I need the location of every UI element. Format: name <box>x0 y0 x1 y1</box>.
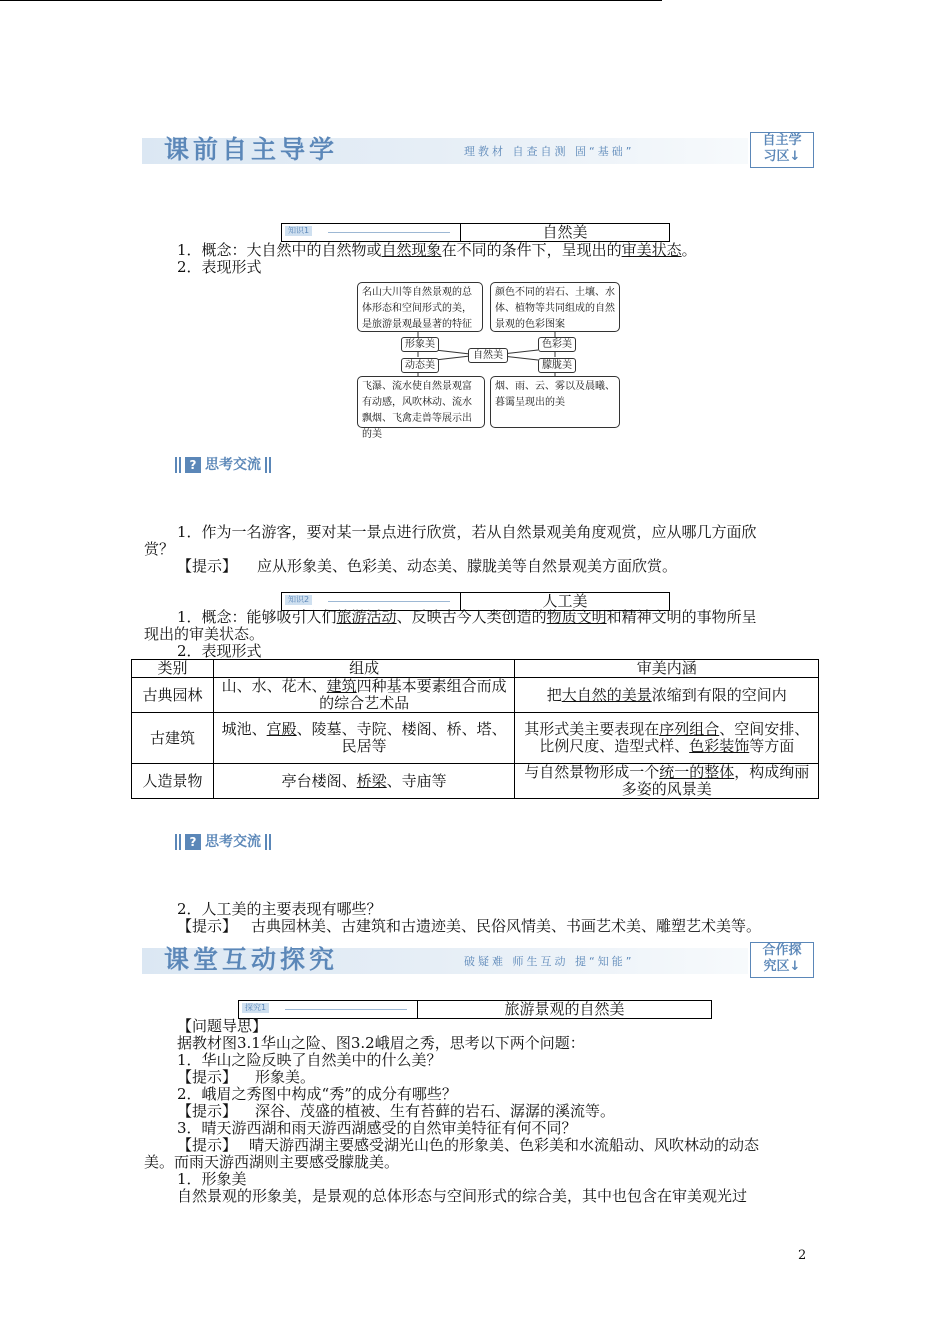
explore-question-3: 3．晴天游西湖和雨天游西湖感受的自然审美特征有何不同？ <box>177 1119 577 1137</box>
diagram-box-color: 颜色不同的岩石、土壤、水体、植物等共同组成的自然景观的色彩图案 <box>490 282 620 332</box>
table-cell: 人造景物 <box>132 764 214 799</box>
banner-tag <box>750 942 814 978</box>
explore-title: 旅游景观的自然美 <box>504 1000 625 1018</box>
table-cell: 古建筑 <box>132 713 214 764</box>
arrow-line <box>285 1009 407 1010</box>
table-cell: 把大自然的美景浓缩到有限的空间内 <box>515 678 819 713</box>
forms-heading: 2．表现形式 <box>177 258 262 276</box>
natural-beauty-diagram <box>355 280 621 440</box>
explore-header-1 <box>238 1000 712 1019</box>
think-exchange-label-2: ? 思考交流 <box>175 832 273 852</box>
table-cell: 城池、宫殿、陵墓、寺院、楼阁、桥、塔、民居等 <box>213 713 515 764</box>
explore-line: 据教材图3.1华山之险、图3.2峨眉之秀，思考以下两个问题： <box>177 1034 585 1052</box>
question-1: 1．作为一名游客，要对某一景点进行欣赏，若从自然景观美角度观赏，应从哪几方面欣 <box>177 523 757 541</box>
diagram-box-dynamic: 飞瀑、流水使自然景观富有动感，风吹林动、流水飘烟、飞禽走兽等展示出的美 <box>357 376 485 428</box>
knowledge-title: 自然美 <box>542 223 588 241</box>
problem-guide: 【问题导思】 <box>177 1017 268 1035</box>
banner-subtitle: 理教材 自查自测 固“基础” <box>464 145 635 158</box>
banner-subtitle: 破疑难 师生互动 提“知能” <box>464 955 635 968</box>
knowledge-tag: 知识1 <box>285 226 312 236</box>
subheading-shape-beauty: 1．形象美 <box>177 1170 247 1188</box>
diagram-box-shape: 名山大川等自然景观的总体形态和空间形式的美，是旅游景观最显著的特征 <box>357 282 483 332</box>
arrow-line <box>328 601 450 602</box>
question-1-cont: 赏？ <box>144 540 175 558</box>
explore-hint-2: 【提示】 深谷、茂盛的植被、生有苔藓的岩石、潺潺的溪流等。 <box>177 1102 616 1120</box>
forms-heading-2: 2．表现形式 <box>177 642 262 660</box>
banner-title: 课堂互动探究 <box>164 945 339 974</box>
explore-hint-3-cont: 美。而雨天游西湖则主要感受朦胧美。 <box>144 1153 400 1171</box>
table-row <box>132 713 819 764</box>
header-rule <box>0 0 662 1</box>
table-cell: 山、水、花木、建筑四种基本要素组合而成的综合艺术品 <box>213 678 515 713</box>
banner-tag-line1: 合作探 <box>762 943 802 958</box>
concept-line-2-cont: 现出的审美状态。 <box>144 625 265 643</box>
table-header: 组成 <box>213 660 515 678</box>
man-made-beauty-table <box>131 659 819 799</box>
explore-hint-1: 【提示】 形象美。 <box>177 1068 316 1086</box>
label-dynamic-beauty: 动态美 <box>401 358 439 373</box>
knowledge-tag: 知识2 <box>285 595 312 605</box>
page-number: 2 <box>798 1248 807 1263</box>
knowledge-header-1 <box>281 223 670 242</box>
knowledge-title: 人工美 <box>542 592 588 610</box>
banner-title: 课前自主导学 <box>164 135 339 164</box>
explore-question-1: 1．华山之险反映了自然美中的什么美？ <box>177 1051 442 1069</box>
table-row <box>132 764 819 799</box>
label-natural-beauty: 自然美 <box>468 348 508 363</box>
hint-2: 【提示】 古典园林美、古建筑和古遗迹美、民俗风情美、书画艺术美、雕塑艺术美等。 <box>177 917 762 935</box>
concept-line: 1．概念：大自然中的自然物或自然现象在不同的条件下，呈现出的审美状态。 <box>177 241 697 259</box>
explore-question-2: 2．峨眉之秀图中构成“秀”的成分有哪些？ <box>177 1085 457 1103</box>
table-header-row <box>132 660 819 678</box>
arrow-line <box>328 232 450 233</box>
think-exchange-label-1: ? 思考交流 <box>175 455 273 475</box>
table-row <box>132 678 819 713</box>
table-cell: 古典园林 <box>132 678 214 713</box>
concept-line-2: 1．概念：能够吸引人们旅游活动、反映古今人类创造的物质文明和精神文明的事物所呈 <box>177 608 757 626</box>
table-header: 类别 <box>132 660 214 678</box>
diagram-box-hazy: 烟、雨、云、雾以及晨曦、暮霭呈现出的美 <box>490 376 620 428</box>
label-shape-beauty: 形象美 <box>401 337 439 352</box>
question-icon: ? <box>185 834 201 850</box>
label-color-beauty: 色彩美 <box>538 337 576 352</box>
banner-tag <box>750 132 814 168</box>
banner-tag-line2: 习区↓ <box>763 149 801 164</box>
section-banner-pre-class <box>142 132 814 172</box>
table-cell: 亭台楼阁、桥梁、寺庙等 <box>213 764 515 799</box>
banner-tag-line2: 究区↓ <box>763 959 801 974</box>
hint-1: 【提示】 应从形象美、色彩美、动态美、朦胧美等自然景观美方面欣赏。 <box>177 557 678 575</box>
question-2: 2．人工美的主要表现有哪些？ <box>177 900 382 918</box>
table-cell: 其形式美主要表现在序列组合、空间安排、比例尺度、造型式样、色彩装饰等方面 <box>515 713 819 764</box>
section-banner-in-class <box>142 942 814 982</box>
table-cell: 与自然景物形成一个统一的整体，构成绚丽多姿的风景美 <box>515 764 819 799</box>
table-header: 审美内涵 <box>515 660 819 678</box>
label-hazy-beauty: 朦胧美 <box>538 358 576 373</box>
banner-tag-line1: 自主学 <box>762 133 802 148</box>
explore-hint-3: 【提示】 晴天游西湖主要感受湖光山色的形象美、色彩美和水流船动、风吹林动的动态 <box>177 1136 760 1154</box>
explore-tag: 探究1 <box>242 1003 269 1013</box>
body-line: 自然景观的形象美，是景观的总体形态与空间形式的综合美，其中也包含在审美观光过 <box>177 1187 748 1205</box>
question-icon: ? <box>185 457 201 473</box>
